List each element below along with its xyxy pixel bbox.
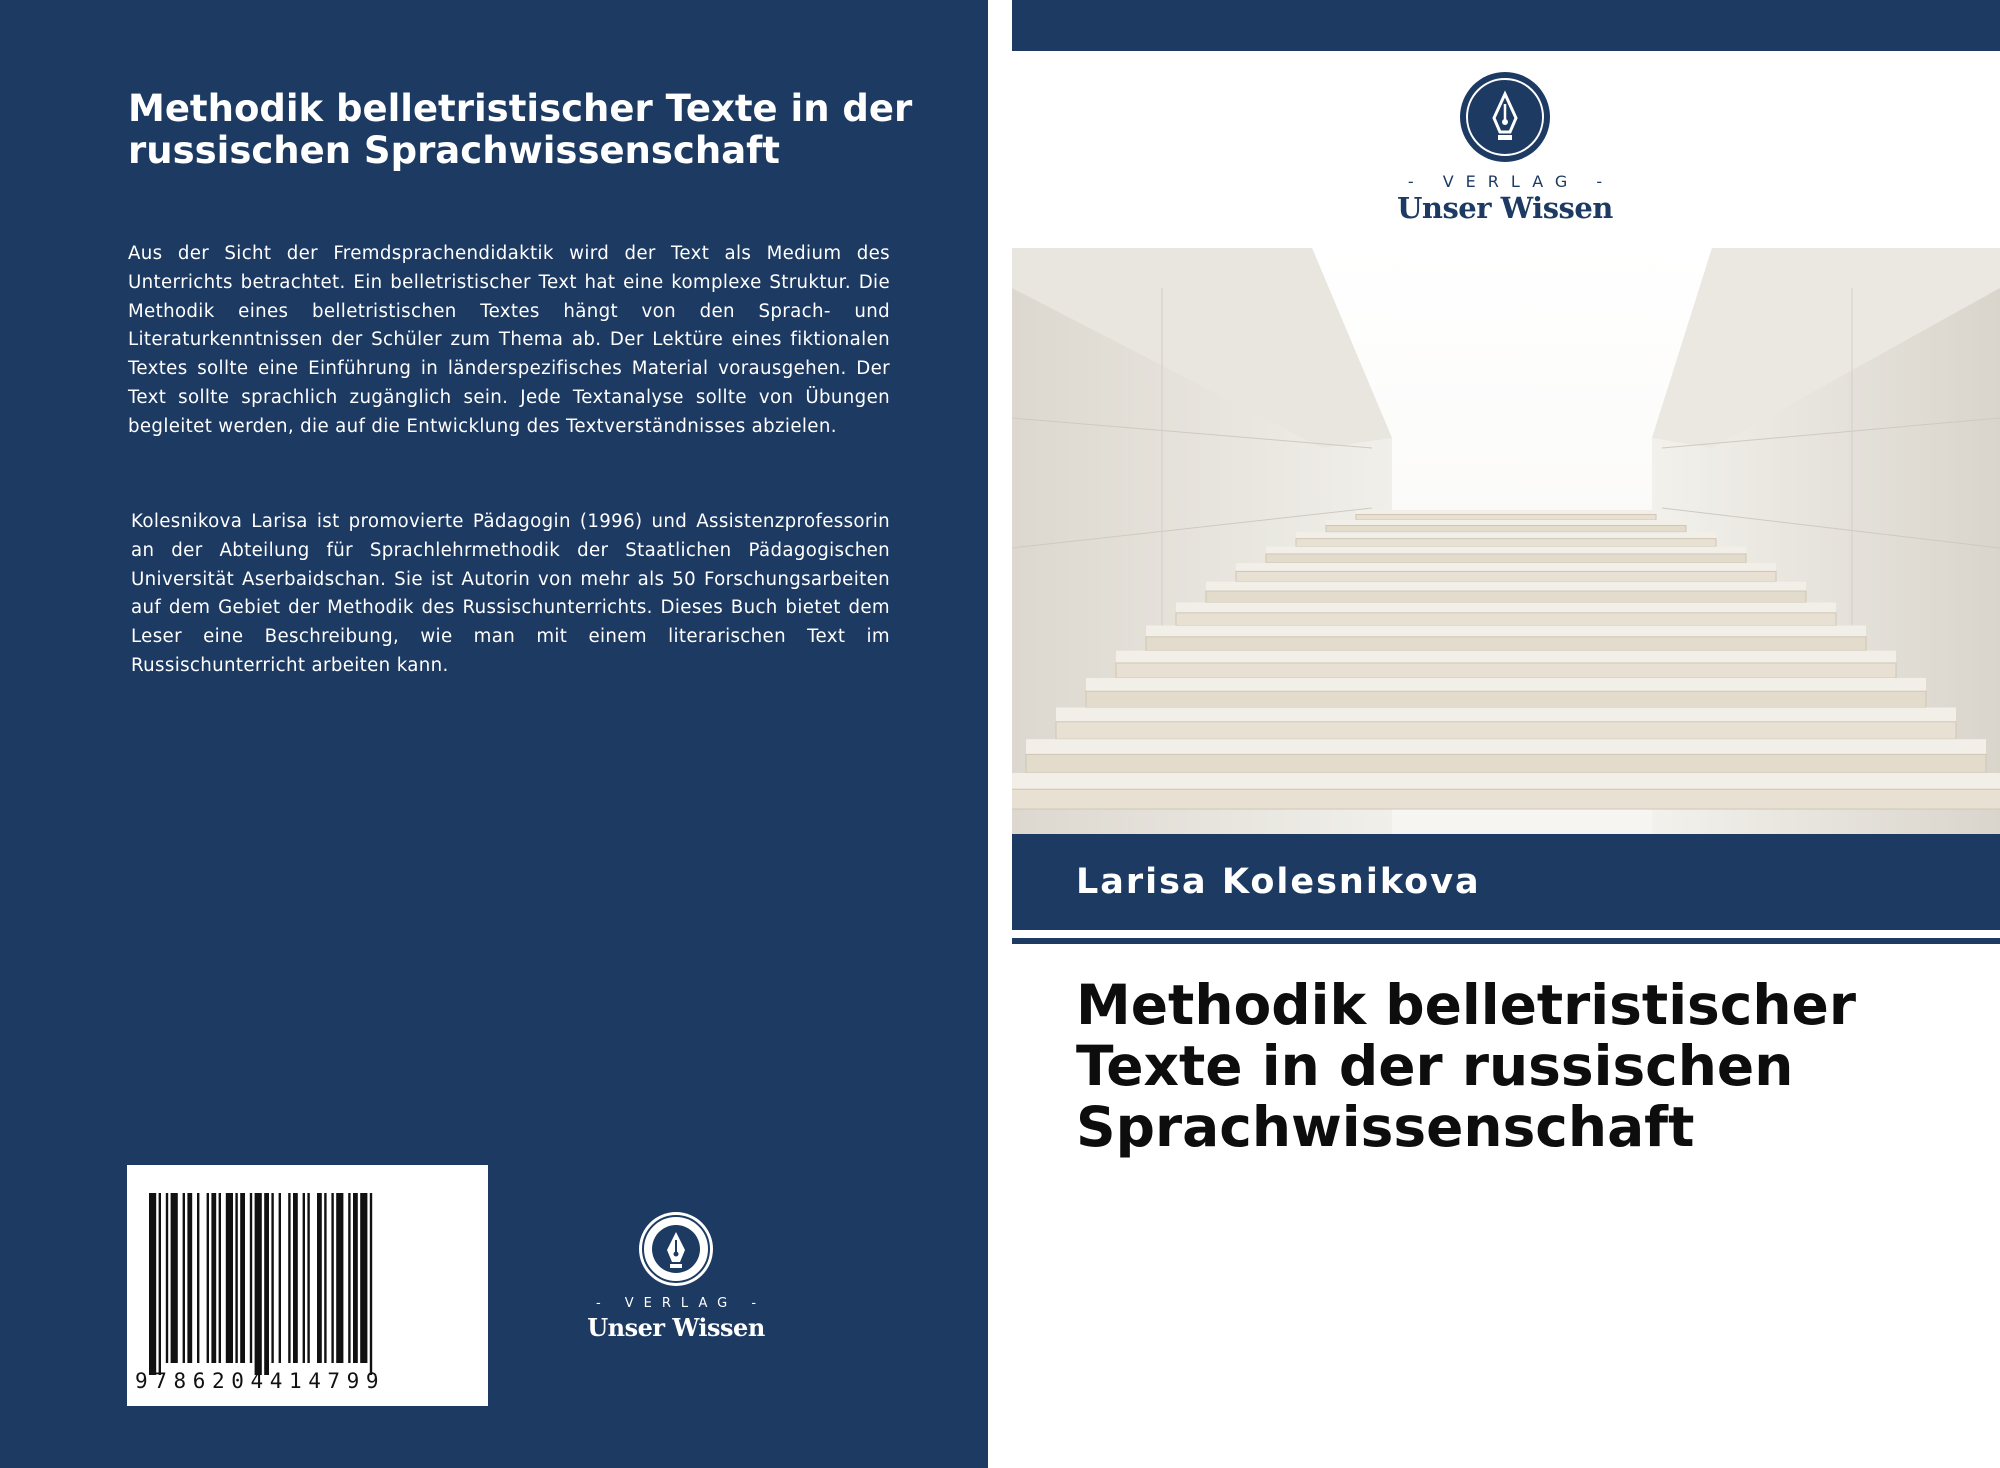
stair-riser bbox=[1326, 525, 1686, 532]
front-cover-title: Methodik belletristischer Texte in der russischen Sprachwissenschaft bbox=[1076, 973, 1856, 1159]
isbn-barcode bbox=[127, 1165, 488, 1406]
barcode-bar bbox=[149, 1193, 156, 1375]
barcode-bar bbox=[370, 1193, 372, 1375]
stair-riser bbox=[1026, 754, 1986, 773]
stair-tread bbox=[1326, 520, 1686, 525]
stair-tread bbox=[1086, 678, 1926, 691]
stair-riser bbox=[1296, 539, 1716, 547]
barcode-bar bbox=[288, 1193, 290, 1363]
stair-riser bbox=[1086, 691, 1926, 707]
stair-tread bbox=[1356, 510, 1656, 515]
stair-tread bbox=[1116, 651, 1896, 663]
barcode-bar bbox=[348, 1193, 350, 1363]
barcode-bar bbox=[303, 1193, 305, 1363]
barcode-bar bbox=[207, 1193, 209, 1363]
top-navy-band bbox=[1012, 0, 2000, 51]
barcode-bar bbox=[255, 1193, 262, 1375]
barcode-bar bbox=[235, 1193, 237, 1363]
barcode-bar bbox=[183, 1193, 185, 1363]
barcode-bar bbox=[324, 1193, 326, 1363]
stair-tread bbox=[1296, 532, 1716, 538]
front-publisher-logo bbox=[1370, 70, 1640, 230]
stair-riser bbox=[1206, 591, 1806, 602]
barcode-bar bbox=[219, 1193, 221, 1363]
barcode-bar bbox=[171, 1193, 178, 1363]
stair-riser bbox=[1236, 571, 1776, 581]
barcode-bar bbox=[166, 1193, 168, 1363]
barcode-bar bbox=[279, 1193, 281, 1363]
barcode-bar bbox=[317, 1193, 322, 1363]
verlag-label: - VERLAG - bbox=[1407, 172, 1615, 191]
stair-riser bbox=[1266, 554, 1746, 563]
verlag-label: - VERLAG - bbox=[595, 1296, 767, 1311]
barcode-bar bbox=[307, 1193, 309, 1363]
barcode-bar bbox=[197, 1193, 199, 1363]
barcode-bar bbox=[226, 1193, 233, 1363]
book-spine bbox=[988, 0, 1012, 1468]
barcode-bar bbox=[293, 1193, 298, 1363]
barcode-bar bbox=[159, 1193, 161, 1375]
stair-riser bbox=[1176, 613, 1836, 626]
barcode-bar bbox=[360, 1193, 367, 1363]
barcode-bar bbox=[336, 1193, 343, 1363]
publisher-brand-name: Unser Wissen bbox=[587, 1313, 765, 1342]
barcode-bar bbox=[211, 1193, 216, 1363]
stair-tread bbox=[1206, 582, 1806, 591]
stair-tread bbox=[1012, 773, 2000, 789]
barcode-bar bbox=[250, 1193, 252, 1363]
back-cover bbox=[0, 0, 988, 1468]
stair-tread bbox=[1236, 563, 1776, 571]
stair-riser bbox=[1146, 637, 1866, 651]
stair-riser bbox=[1056, 722, 1956, 739]
staircase-photo bbox=[1012, 248, 2000, 834]
stair-tread bbox=[1056, 708, 1956, 722]
stair-tread bbox=[1026, 739, 1986, 754]
barcode-bar bbox=[271, 1193, 273, 1363]
isbn-digits: 9786204414799 bbox=[135, 1369, 386, 1393]
barcode-bar bbox=[187, 1193, 192, 1363]
fountain-pen-nib-icon bbox=[1458, 70, 1552, 164]
barcode-bar bbox=[240, 1193, 245, 1363]
back-cover-blurb: Aus der Sicht der Fremdsprachendidaktik wird der Text als Medium des Unterrichts betrachtet. Ein belletristischer Text hat eine komplexe Struktur. Die Methodik eines belletristischen Textes hängt von den Sprach- und Literaturkenntnissen der Schüler zum Thema ab. Der Lektüre eines fiktionalen Textes sollte eine Einführung in länderspezifisches Material vorausgehen. Der Text sollte sprachlich zugänglich sein. Jede Textanalyse sollte von Übungen begleitet werden, die auf die Entwicklung des Textverständnisses abzielen. bbox=[128, 243, 890, 437]
staircase-illustration bbox=[1012, 248, 2000, 834]
author-bio: Kolesnikova Larisa ist promovierte Pädagogin (1996) und Assistenzprofessorin an der Abteilung für Sprachlehrmethodik der Staatlichen Pädagogischen Universität Aserbaidschan. Sie ist Autorin von mehr als 50 Forschungsarbeiten auf dem Gebiet der Methodik des Russischunterrichts. Dieses Buch bietet dem Leser eine Beschreibung, wie man mit einem literarischen Text im Russischunterricht arbeiten kann. bbox=[131, 511, 890, 676]
stair-tread bbox=[1176, 603, 1836, 613]
stair-riser bbox=[1012, 789, 2000, 809]
back-publisher-logo bbox=[576, 1210, 776, 1350]
publisher-brand-name: Unser Wissen bbox=[1397, 191, 1613, 225]
author-band bbox=[1012, 834, 2000, 930]
stair-riser bbox=[1356, 515, 1656, 521]
fountain-pen-nib-icon bbox=[637, 1210, 715, 1288]
stair-tread bbox=[1266, 547, 1746, 554]
divider-rule bbox=[1012, 938, 2000, 944]
stair-riser bbox=[1116, 663, 1896, 678]
barcode-bar bbox=[331, 1193, 333, 1363]
back-cover-title: Methodik belletristischer Texte in der russischen Sprachwissenschaft bbox=[128, 87, 913, 172]
barcode-bar bbox=[353, 1193, 358, 1363]
stair-tread bbox=[1146, 626, 1866, 637]
front-cover bbox=[1012, 0, 2000, 1468]
author-name: Larisa Kolesnikova bbox=[1076, 862, 1481, 902]
barcode-bar bbox=[264, 1193, 269, 1375]
